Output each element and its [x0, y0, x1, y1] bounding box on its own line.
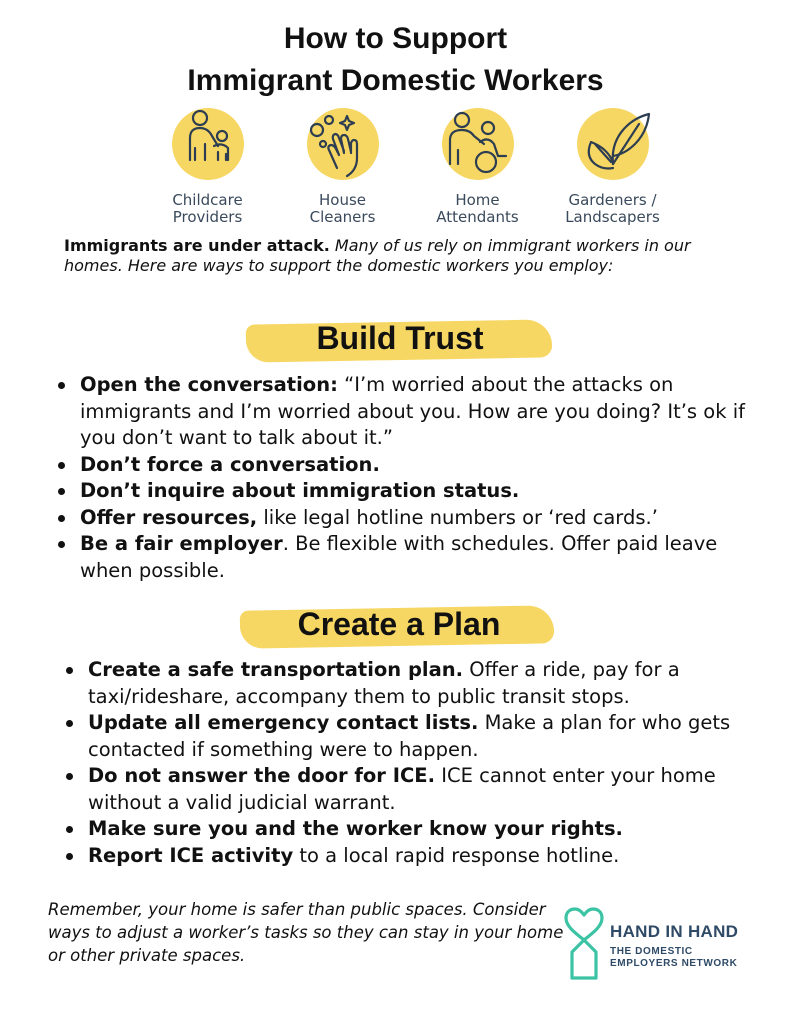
worker-type-attendants [410, 108, 545, 226]
hand-in-hand-logo [562, 906, 772, 986]
worker-type-childcare [140, 108, 275, 226]
section-title: Create a Plan [297, 606, 501, 642]
heart-house-icon [562, 906, 606, 982]
list-item: Be a fair employer. Be flexible with schedules. Offer paid leave when possible. [54, 531, 754, 584]
list-item: Do not answer the door for ICE. ICE cannot enter your home without a valid judicial warrant. [62, 763, 762, 816]
list-item: Don’t force a conversation. [54, 452, 754, 479]
intro-paragraph [64, 236, 724, 276]
list-item: Update all emergency contact lists. Make a plan for who gets contacted if something were to happen. [62, 710, 762, 763]
title-line-2: Immigrant Domestic Workers [187, 64, 604, 97]
list-item: Offer resources, like legal hotline numbers or ‘red cards.’ [54, 505, 754, 532]
cleaning-hand-icon [303, 102, 383, 186]
closing-note: Remember, your home is safer than public spaces. Consider ways to adjust a worker’s tasks so they can stay in your home or other private spaces. [48, 900, 564, 965]
worker-types-row [140, 108, 680, 228]
list-item: Don’t inquire about immigration status. [54, 478, 754, 505]
logo-tagline: THE DOMESTIC EMPLOYERS NETWORK [610, 946, 738, 969]
section-heading-build-trust [240, 314, 560, 366]
worker-type-cleaners [275, 108, 410, 226]
leaf-icon [573, 102, 653, 186]
intro-text: Many of us rely on immigrant workers in our homes. Here are ways to support the domestic workers you employ: [64, 236, 691, 275]
worker-type-gardeners [545, 108, 680, 226]
list-item: Report ICE activity to a local rapid response hotline. [62, 843, 762, 870]
worker-type-label: House Cleaners [309, 191, 376, 226]
create-plan-list [62, 657, 762, 869]
intro-lead: Immigrants are under attack. [64, 236, 330, 255]
title-line-1: How to Support [283, 22, 508, 55]
parent-child-icon [168, 102, 248, 186]
section-heading-create-plan [236, 600, 562, 652]
list-item: Open the conversation: “I’m worried about the attacks on immigrants and I’m worried about you. How are you doing? It’s ok if you don’t want to talk about it.” [54, 372, 754, 452]
worker-type-label: Gardeners / Landscapers [565, 191, 660, 226]
logo-name: HAND IN HAND [610, 922, 739, 941]
list-item: Create a safe transportation plan. Offer a ride, pay for a taxi/rideshare, accompany them to public transit stops. [62, 657, 762, 710]
worker-type-label: Home Attendants [436, 191, 519, 226]
caregiver-icon [438, 102, 518, 186]
build-trust-list [54, 372, 754, 584]
section-title: Build Trust [316, 320, 484, 356]
page-title [0, 18, 791, 102]
list-item: Make sure you and the worker know your rights. [62, 816, 762, 843]
worker-type-label: Childcare Providers [172, 191, 243, 226]
